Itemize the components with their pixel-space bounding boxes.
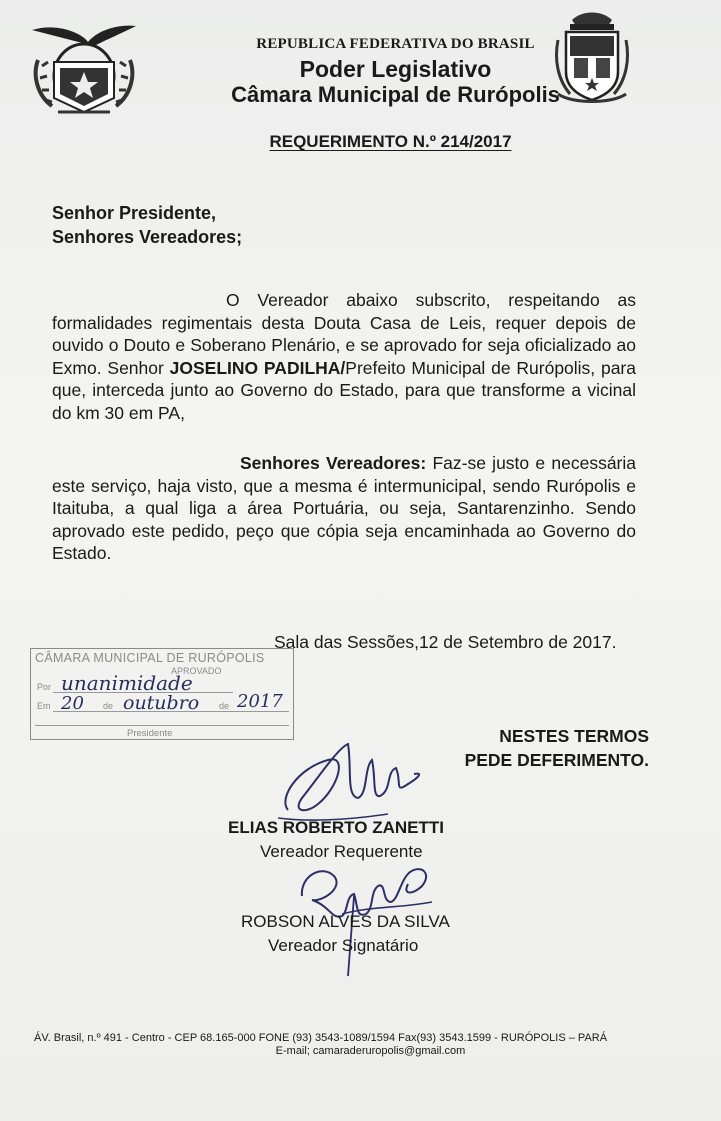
- signatory-2-name: ROBSON ALVES DA SILVA: [241, 912, 450, 931]
- mayor-name: JOSELINO PADILHA/: [169, 357, 346, 378]
- chamber-heading: Câmara Municipal de Rurópolis: [231, 82, 560, 107]
- closing-block: [465, 724, 649, 772]
- closing-line-2: PEDE DEFERIMENTO.: [464, 750, 649, 770]
- signatory-2-role: Vereador Signatário: [268, 936, 419, 955]
- stamp-day-handwritten: 20: [61, 693, 84, 714]
- request-title: REQUERIMENTO N.º 214/2017: [269, 132, 512, 151]
- councillors-lead: Senhores Vereadores:: [240, 453, 427, 473]
- approval-stamp: CÂMARA MUNICIPAL DE RURÓPOLIS APROVADO Por unanimidade Em 20 de outubro de 2017 Presidente: [30, 648, 294, 740]
- footer-email: E-mail; camaraderuropolis@gmail.com: [275, 1045, 466, 1057]
- footer-address: ÁV. Brasil, n.º 491 - Centro - CEP 68.165-000 FONE (93) 3543-1089/1594 Fax(93) 3543.1599 - RURÓPOLIS – PARÁ: [34, 1032, 608, 1044]
- power-heading: Poder Legislativo: [299, 56, 492, 82]
- session-date-line: Sala das Sessões,12 de Setembro de 2017.: [274, 632, 617, 652]
- signatory-1-name: ELIAS ROBERTO ZANETTI: [228, 818, 444, 837]
- greeting-line-2: Senhores Vereadores;: [52, 227, 243, 247]
- republic-heading: REPUBLICA FEDERATIVA DO BRASIL: [256, 36, 535, 52]
- stamp-por-handwritten: unanimidade: [61, 671, 193, 695]
- stamp-title: CÂMARA MUNICIPAL DE RURÓPOLIS: [35, 651, 265, 665]
- stamp-president-label: Presidente: [127, 728, 173, 739]
- body-paragraph-1: O Vereador abaixo subscrito, respeitando as formalidades regimentais desta Douta Casa de Leis, requer depois de ouvido o Douto e Soberano Plenário, e se aprovado for seja oficializado ao Exmo. Senhor JOSELINO PADILHA/Prefeito Municipal de Rurópolis, para que, interceda junto ao Governo do Estado, para que transforme a vicinal do km 30 em PA,: [52, 290, 636, 423]
- stamp-approved: APROVADO: [171, 666, 222, 676]
- signature-elias-handwritten: [268, 738, 428, 830]
- greeting-line-1: Senhor Presidente,: [52, 203, 217, 223]
- stamp-month-handwritten: outubro: [123, 692, 200, 714]
- closing-line-1: NESTES TERMOS: [499, 726, 649, 746]
- signatory-1-role: Vereador Requerente: [260, 842, 423, 861]
- stamp-year-handwritten: 2017: [237, 691, 283, 712]
- body-paragraph-2: Senhores Vereadores: Faz-se justo e necessária este serviço, haja visto, que a mesma é intermunicipal, sendo Rurópolis e Itaituba, a qual liga a área Portuária, ou seja, Santarenzinho. Sendo aprovado este pedido, peço que cópia seja encaminhada ao Governo do Estado.: [52, 453, 636, 564]
